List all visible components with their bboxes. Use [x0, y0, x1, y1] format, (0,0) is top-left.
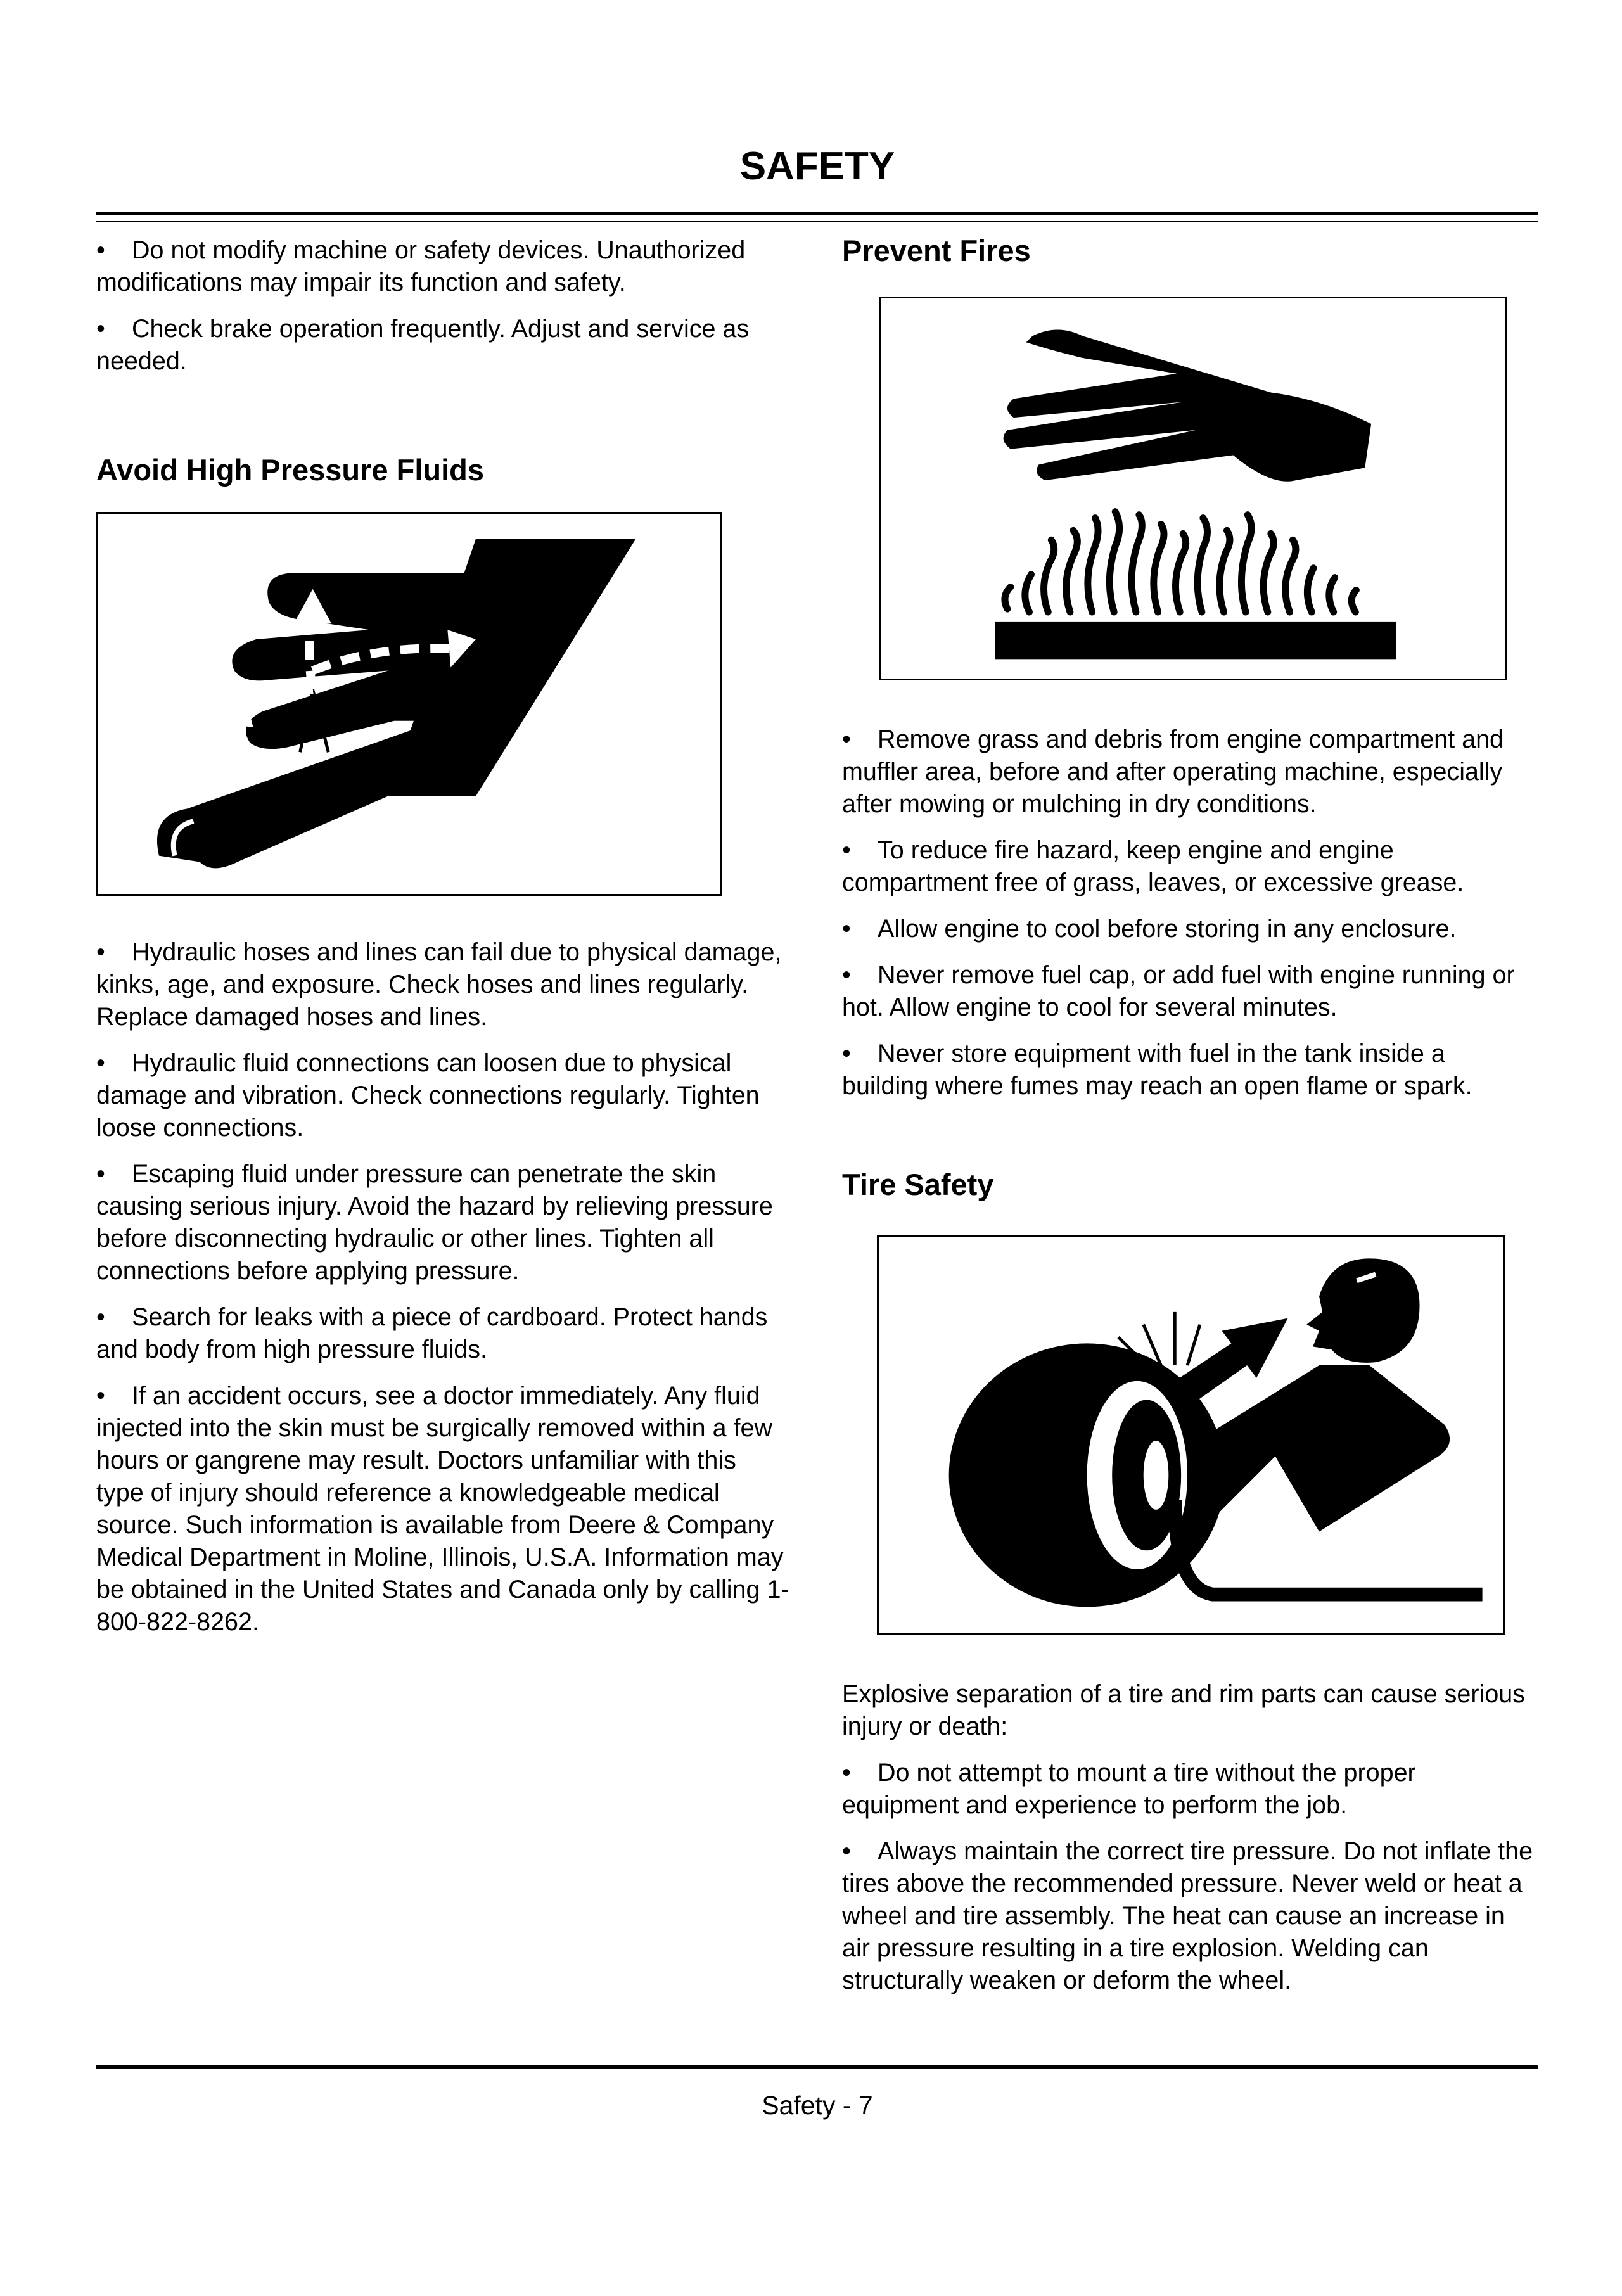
bullet-text: Escaping fluid under pressure can penetrate the skin causing serious injury. Avoid the hazard by relieving pressure before disconnecting hydraulic or other lines. Tighten all connections before applying pressure.: [96, 1159, 773, 1285]
bullet-glyph: •: [842, 1759, 851, 1787]
tire-explosion-hazard-icon: [879, 1237, 1503, 1633]
bullet-glyph: •: [96, 1049, 105, 1077]
bullet-item: [96, 936, 790, 1033]
bullet-glyph: •: [96, 1303, 105, 1331]
bullet-glyph: •: [96, 1159, 105, 1188]
bullet-glyph: •: [96, 315, 105, 343]
hand-over-flame-icon: [881, 298, 1505, 679]
bullet-glyph: •: [842, 725, 851, 753]
section-heading-tire-safety: Tire Safety: [842, 1167, 994, 1201]
bullet-item: [842, 1757, 1536, 1821]
prevent-fires-illustration: [879, 297, 1507, 680]
bullet-text: Always maintain the correct tire pressure. Do not inflate the tires above the recommended pressure. Never weld or heat a wheel and tire assembly. The heat can cause an increase in air pressure resulting in a tire explosion. Welding can structurally weaken or deform the wheel.: [842, 1837, 1533, 1995]
left-column: [96, 234, 790, 1652]
bullet-glyph: •: [96, 1381, 105, 1410]
page-title: SAFETY: [739, 144, 895, 188]
bullet-item: [96, 234, 790, 299]
section-heading-prevent-fires: Prevent Fires: [842, 234, 1031, 267]
bullet-item: [842, 959, 1536, 1024]
bullet-item: [96, 313, 790, 378]
bullet-text: Remove grass and debris from engine compartment and muffler area, before and after operating machine, especially after mowing or mulching in dry conditions.: [842, 725, 1504, 818]
bullet-item: [96, 1380, 790, 1638]
bullet-text: Do not modify machine or safety devices. Unauthorized modifications may impair its function and safety.: [96, 236, 746, 297]
footer-rule: [96, 2065, 1538, 2069]
section-heading-high-pressure: Avoid High Pressure Fluids: [96, 453, 484, 487]
bullet-item: [842, 724, 1536, 820]
bullet-glyph: •: [842, 960, 851, 989]
bullet-text: Never remove fuel cap, or add fuel with engine running or hot. Allow engine to cool for several minutes.: [842, 960, 1515, 1021]
tire-safety-intro: Explosive separation of a tire and rim parts can cause serious injury or death:: [842, 1680, 1526, 1741]
bullet-glyph: •: [842, 914, 851, 943]
hand-injection-hazard-icon: [98, 514, 720, 894]
bullet-glyph: •: [842, 836, 851, 864]
right-column: [842, 234, 1536, 2011]
bullet-text: Hydraulic hoses and lines can fail due to physical damage, kinks, age, and exposure. Check hoses and lines regularly. Replace damaged hoses and lines.: [96, 938, 782, 1031]
tire-safety-illustration: [877, 1235, 1505, 1635]
bullet-text: Hydraulic fluid connections can loosen due to physical damage and vibration. Check connections regularly. Tighten loose connections.: [96, 1049, 760, 1142]
bullet-item: [842, 834, 1536, 899]
bullet-item: [842, 913, 1536, 945]
bullet-text: Check brake operation frequently. Adjust and service as needed.: [96, 315, 750, 375]
bullet-text: To reduce fire hazard, keep engine and engine compartment free of grass, leaves, or excessive grease.: [842, 836, 1464, 896]
page-number: Safety - 7: [762, 2091, 873, 2120]
header-rule-thick: [96, 212, 1538, 215]
bullet-glyph: •: [842, 1039, 851, 1068]
bullet-text: Search for leaks with a piece of cardboard. Protect hands and body from high pressure fluids.: [96, 1303, 768, 1363]
header-rule-thin: [96, 221, 1538, 222]
bullet-glyph: •: [96, 236, 105, 264]
high-pressure-fluid-illustration: [96, 512, 722, 896]
bullet-text: Allow engine to cool before storing in any enclosure.: [878, 914, 1457, 943]
bullet-item: [96, 1158, 790, 1287]
bullet-item: [842, 1835, 1536, 1997]
bullet-text: Do not attempt to mount a tire without the proper equipment and experience to perform the job.: [842, 1759, 1416, 1820]
bullet-item: [96, 1301, 790, 1366]
bullet-glyph: •: [96, 938, 105, 966]
bullet-item: [96, 1047, 790, 1144]
bullet-text: Never store equipment with fuel in the tank inside a building where fumes may reach an open flame or spark.: [842, 1039, 1472, 1100]
bullet-text: If an accident occurs, see a doctor immediately. Any fluid injected into the skin must be surgically removed within a few hours or gangrene may result. Doctors unfamiliar with this type of injury should reference a knowledgeable medical source. Such information is available from Deere & Company Medical Department in Moline, Illinois, U.S.A. Information may be obtained in the United States and Canada only by calling 1-800-822-8262.: [96, 1381, 789, 1636]
bullet-item: [842, 1038, 1536, 1102]
bullet-glyph: •: [842, 1837, 851, 1866]
